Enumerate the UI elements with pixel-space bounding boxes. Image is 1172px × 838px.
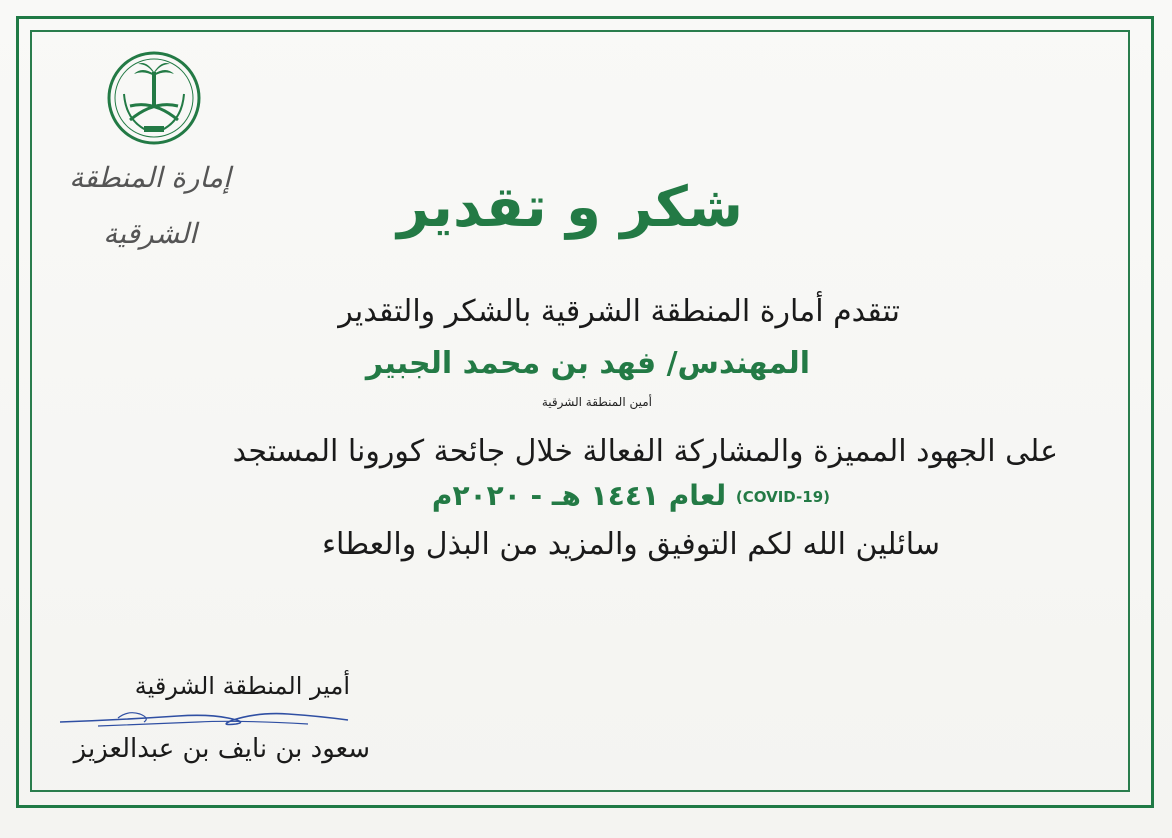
signatory-title: أمير المنطقة الشرقية: [134, 672, 350, 700]
saudi-emblem-icon: [106, 50, 202, 146]
reason-line: على الجهود المميزة والمشاركة الفعالة خلال جائحة كورونا المستجد: [232, 434, 1058, 469]
certificate-title: شكر و تقدير: [397, 175, 743, 240]
year-line: [300, 478, 830, 515]
covid-label: (COVID-19): [735, 488, 830, 506]
intro-line: تتقدم أمارة المنطقة الشرقية بالشكر والتقدير: [338, 294, 900, 329]
recipient-role: أمين المنطقة الشرقية: [541, 395, 652, 409]
region-logo-calligraphy: إمارة المنطقة الشرقية: [69, 161, 231, 250]
closing-line: سائلين الله لكم التوفيق والمزيد من البذل والعطاء: [321, 527, 940, 562]
handwritten-signature: [58, 700, 358, 734]
signatory-name: سعود بن نايف بن عبدالعزيز: [73, 734, 370, 764]
year-text: لعام ١٤٤١ هـ - ٢٠٢٠م: [431, 479, 727, 512]
recipient-name: المهندس/ فهد بن محمد الجبير: [365, 346, 810, 381]
